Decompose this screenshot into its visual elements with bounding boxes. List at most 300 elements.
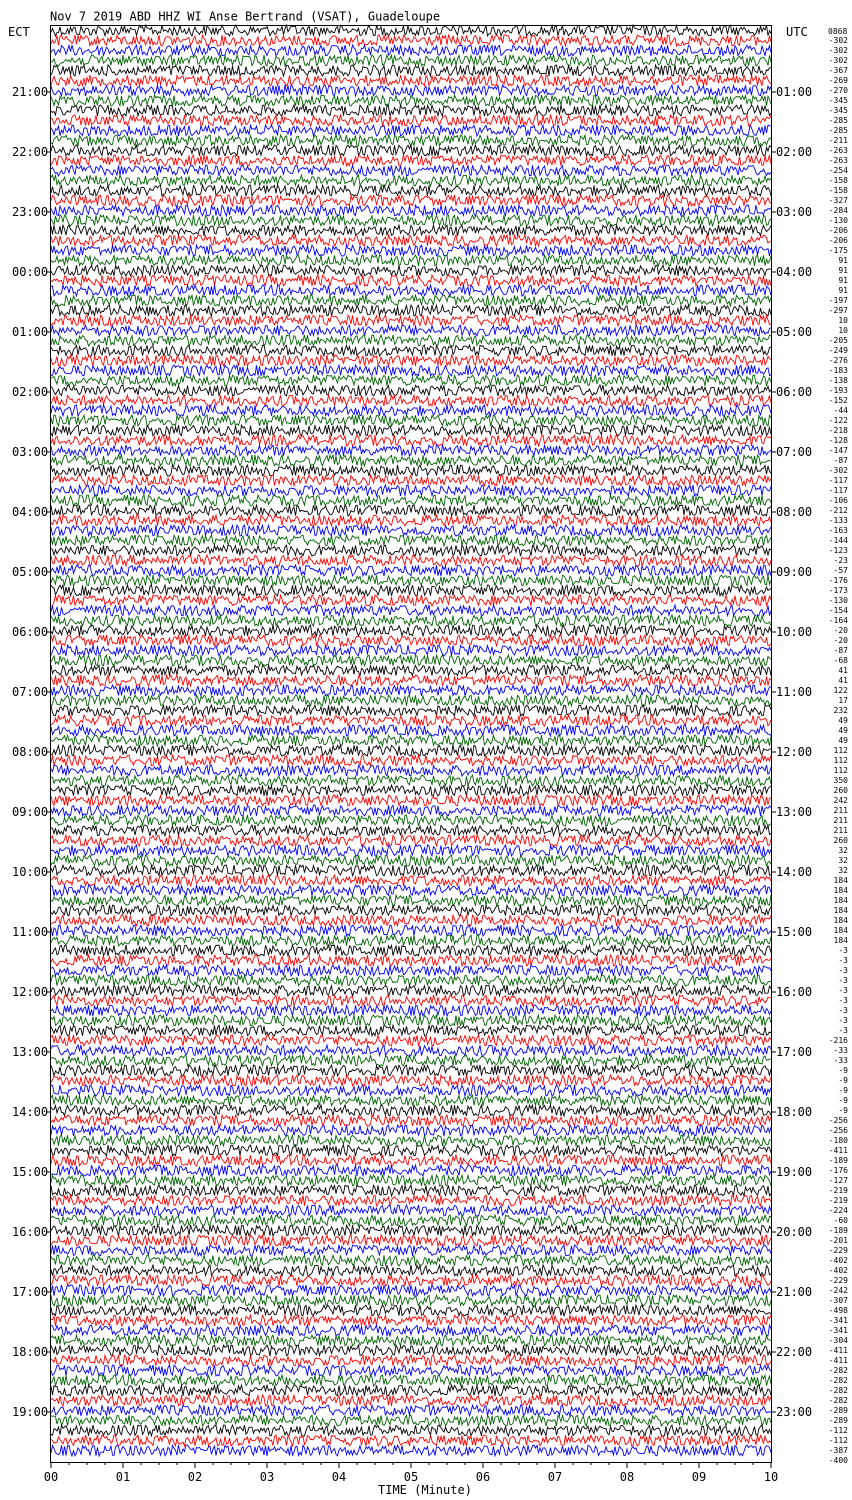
seismic-trace <box>51 1355 771 1366</box>
trace-offset-label: 260 <box>833 836 848 845</box>
seismic-trace <box>51 1425 771 1436</box>
right-hour-label: 21:00 <box>776 1285 813 1299</box>
trace-offset-label: -201 <box>828 1236 848 1245</box>
trace-offset-label: -402 <box>828 1256 848 1265</box>
seismic-trace <box>51 435 771 446</box>
right-hour-label: 04:00 <box>776 265 813 279</box>
trace-offset-label: -263 <box>828 156 848 165</box>
trace-offset-label: -327 <box>828 196 848 205</box>
right-hour-label: 09:00 <box>776 565 813 579</box>
seismic-trace <box>51 1185 771 1196</box>
trace-offset-label: -212 <box>828 506 848 515</box>
trace-offset-label: -302 <box>828 466 848 475</box>
trace-offset-label: -302 <box>828 46 848 55</box>
seismic-trace <box>51 25 771 36</box>
trace-offset-label: -387 <box>828 1446 848 1455</box>
seismic-trace <box>51 65 771 76</box>
trace-offset-label: -133 <box>828 516 848 525</box>
trace-offset-label: -282 <box>828 1376 848 1385</box>
seismic-trace <box>51 455 771 466</box>
trace-offset-label: -183 <box>828 366 848 375</box>
trace-offset-label: 32 <box>838 856 848 865</box>
right-axis-label: UTC <box>786 25 808 39</box>
seismic-trace <box>51 1445 771 1456</box>
seismic-trace <box>51 975 771 986</box>
seismic-trace <box>51 275 771 286</box>
seismic-trace <box>51 1155 771 1166</box>
right-hour-label: 13:00 <box>776 805 813 819</box>
seismic-trace <box>51 125 771 136</box>
seismic-trace <box>51 805 771 816</box>
trace-offset-label: -130 <box>828 596 848 605</box>
seismic-trace <box>51 765 771 776</box>
left-hour-label: 13:00 <box>12 1045 49 1059</box>
trace-offset-label: -256 <box>828 1116 848 1125</box>
trace-offset-label: 17 <box>838 696 848 705</box>
seismic-trace <box>51 175 771 186</box>
trace-offset-label: -20 <box>833 636 848 645</box>
seismic-trace <box>51 1315 771 1326</box>
seismic-trace <box>51 945 771 956</box>
seismic-trace <box>51 1035 771 1046</box>
seismic-trace <box>51 785 771 796</box>
trace-offset-label: -289 <box>828 1406 848 1415</box>
seismic-trace <box>51 1435 771 1446</box>
trace-offset-label: -206 <box>828 226 848 235</box>
trace-offset-label: -282 <box>828 1396 848 1405</box>
seismic-trace <box>51 915 771 926</box>
trace-offset-label: -341 <box>828 1316 848 1325</box>
seismic-trace <box>51 395 771 406</box>
seismic-trace <box>51 305 771 316</box>
trace-offset-label: -154 <box>828 606 848 615</box>
trace-offset-label: 91 <box>838 256 848 265</box>
trace-offset-label: 32 <box>838 846 848 855</box>
trace-offset-label: -68 <box>833 656 848 665</box>
seismic-trace <box>51 1105 771 1116</box>
trace-offset-label: -117 <box>828 486 848 495</box>
trace-offset-label: 91 <box>838 286 848 295</box>
left-hour-label: 19:00 <box>12 1405 49 1419</box>
seismic-trace <box>51 545 771 556</box>
trace-offset-label: -197 <box>828 296 848 305</box>
trace-offset-label: -3 <box>838 976 848 985</box>
right-hour-label: 15:00 <box>776 925 813 939</box>
trace-offset-label: -218 <box>828 426 848 435</box>
right-hour-label: 08:00 <box>776 505 813 519</box>
trace-offset-label: -285 <box>828 116 848 125</box>
seismic-trace <box>51 515 771 526</box>
trace-offset-label: -3 <box>838 1026 848 1035</box>
trace-offset-label: -242 <box>828 1286 848 1295</box>
left-hour-label: 15:00 <box>12 1165 49 1179</box>
trace-offset-label: -130 <box>828 216 848 225</box>
seismic-trace <box>51 795 771 806</box>
right-hour-label: 02:00 <box>776 145 813 159</box>
seismic-trace <box>51 1405 771 1416</box>
right-hour-label: 19:00 <box>776 1165 813 1179</box>
right-hour-label: 16:00 <box>776 985 813 999</box>
trace-offset-label: 232 <box>833 706 848 715</box>
trace-offset-label: 184 <box>833 876 848 885</box>
seismic-trace <box>51 1055 771 1066</box>
trace-offset-label: -302 <box>828 56 848 65</box>
seismic-trace <box>51 195 771 206</box>
trace-offset-label: -20 <box>833 626 848 635</box>
trace-offset-label: 260 <box>833 786 848 795</box>
trace-offset-label: -57 <box>833 566 848 575</box>
trace-offset-label: 112 <box>833 746 848 755</box>
trace-offset-label: -285 <box>828 126 848 135</box>
seismic-trace <box>51 1075 771 1086</box>
seismic-trace <box>51 855 771 866</box>
trace-offset-label: -269 <box>828 76 848 85</box>
seismic-trace <box>51 835 771 846</box>
x-tick-label: 10 <box>763 1470 779 1484</box>
seismic-trace <box>51 1285 771 1296</box>
seismic-trace <box>51 475 771 486</box>
x-axis-label: TIME (Minute) <box>378 1483 472 1497</box>
left-hour-label: 08:00 <box>12 745 49 759</box>
trace-offset-label: -367 <box>828 66 848 75</box>
seismic-trace <box>51 615 771 626</box>
seismic-trace <box>51 1215 771 1226</box>
trace-offset-label: -60 <box>833 1216 848 1225</box>
left-hour-label: 03:00 <box>12 445 49 459</box>
trace-offset-label: -211 <box>828 136 848 145</box>
trace-offset-label: -173 <box>828 586 848 595</box>
trace-offset-label: -3 <box>838 946 848 955</box>
trace-offset-label: 112 <box>833 766 848 775</box>
trace-offset-label: -282 <box>828 1366 848 1375</box>
trace-offset-label: -3 <box>838 966 848 975</box>
seismic-trace <box>51 355 771 366</box>
trace-offset-label: -270 <box>828 86 848 95</box>
trace-offset-label: -122 <box>828 416 848 425</box>
seismic-trace <box>51 215 771 226</box>
seismic-trace <box>51 925 771 936</box>
seismic-trace <box>51 495 771 506</box>
seismic-trace <box>51 1065 771 1076</box>
seismic-trace <box>51 1325 771 1336</box>
trace-offset-label: -3 <box>838 1006 848 1015</box>
x-tick-label: 03 <box>259 1470 275 1484</box>
x-tick-label: 09 <box>691 1470 707 1484</box>
trace-offset-label: 184 <box>833 916 848 925</box>
trace-offset-label: -3 <box>838 996 848 1005</box>
trace-offset-label: -307 <box>828 1296 848 1305</box>
left-hour-label: 12:00 <box>12 985 49 999</box>
trace-offset-label: -254 <box>828 166 848 175</box>
seismic-trace <box>51 1305 771 1316</box>
seismic-trace <box>51 695 771 706</box>
left-hour-label: 16:00 <box>12 1225 49 1239</box>
seismic-trace <box>51 815 771 826</box>
trace-offset-label: -158 <box>828 176 848 185</box>
left-hour-label: 23:00 <box>12 205 49 219</box>
seismic-trace <box>51 735 771 746</box>
right-hour-label: 01:00 <box>776 85 813 99</box>
seismic-trace <box>51 985 771 996</box>
seismic-trace <box>51 525 771 536</box>
trace-offset-label: -44 <box>833 406 848 415</box>
trace-offset-label: 211 <box>833 806 848 815</box>
seismic-trace <box>51 1415 771 1426</box>
trace-offset-label: -33 <box>833 1046 848 1055</box>
seismic-trace <box>51 225 771 236</box>
trace-offset-label: -127 <box>828 1176 848 1185</box>
trace-offset-label: -158 <box>828 186 848 195</box>
right-hour-label: 12:00 <box>776 745 813 759</box>
trace-offset-label: 32 <box>838 866 848 875</box>
x-axis <box>44 1462 778 1484</box>
left-hour-label: 22:00 <box>12 145 49 159</box>
seismic-trace <box>51 235 771 246</box>
right-hour-label: 07:00 <box>776 445 813 459</box>
seismic-trace <box>51 1045 771 1056</box>
seismic-trace <box>51 955 771 966</box>
left-axis-label: ECT <box>8 25 30 39</box>
left-hour-label: 10:00 <box>12 865 49 879</box>
trace-offset-label: -9 <box>838 1086 848 1095</box>
seismic-trace <box>51 425 771 436</box>
trace-offset-label: 122 <box>833 686 848 695</box>
right-hour-label: 05:00 <box>776 325 813 339</box>
trace-offset-label: 184 <box>833 926 848 935</box>
trace-offset-label: -9 <box>838 1096 848 1105</box>
right-hour-label: 11:00 <box>776 685 813 699</box>
seismic-trace <box>51 1145 771 1156</box>
seismic-trace <box>51 535 771 546</box>
seismic-trace <box>51 595 771 606</box>
seismic-trace <box>51 55 771 66</box>
seismic-trace <box>51 1195 771 1206</box>
trace-offset-labels <box>829 36 848 1465</box>
seismic-trace <box>51 885 771 896</box>
trace-offset-label: -147 <box>828 446 848 455</box>
right-hour-labels <box>771 85 812 1419</box>
trace-offset-label: 184 <box>833 896 848 905</box>
trace-offset-label: 350 <box>833 776 848 785</box>
left-hour-label: 17:00 <box>12 1285 49 1299</box>
trace-offset-label: -411 <box>828 1146 848 1155</box>
right-hour-label: 14:00 <box>776 865 813 879</box>
seismic-trace <box>51 265 771 276</box>
seismic-trace <box>51 165 771 176</box>
trace-offset-label: -3 <box>838 1016 848 1025</box>
trace-offset-label: -229 <box>828 1246 848 1255</box>
trace-offset-label: -402 <box>828 1266 848 1275</box>
trace-offset-label: -297 <box>828 306 848 315</box>
trace-offset-label: -128 <box>828 436 848 445</box>
seismic-trace <box>51 775 771 786</box>
trace-offset-label: -180 <box>828 1136 848 1145</box>
left-hour-label: 18:00 <box>12 1345 49 1359</box>
trace-offset-label: -345 <box>828 106 848 115</box>
trace-group <box>51 25 771 1456</box>
trace-offset-label: 10 <box>838 316 848 325</box>
left-hour-label: 05:00 <box>12 565 49 579</box>
right-hour-label: 03:00 <box>776 205 813 219</box>
trace-offset-label: -175 <box>828 246 848 255</box>
trace-offset-label: -189 <box>828 1156 848 1165</box>
x-tick-label: 02 <box>187 1470 203 1484</box>
right-hour-label: 20:00 <box>776 1225 813 1239</box>
seismic-trace <box>51 745 771 756</box>
seismic-trace <box>51 1245 771 1256</box>
trace-offset-label: -229 <box>828 1276 848 1285</box>
seismic-trace <box>51 375 771 386</box>
seismic-trace <box>51 565 771 576</box>
trace-offset-label: 49 <box>838 736 848 745</box>
seismic-trace <box>51 1205 771 1216</box>
trace-offset-label: 41 <box>838 676 848 685</box>
seismic-trace <box>51 725 771 736</box>
trace-offset-label: -276 <box>828 356 848 365</box>
trace-offset-label: -3 <box>838 956 848 965</box>
trace-offset-label: -224 <box>828 1206 848 1215</box>
seismic-trace <box>51 1295 771 1306</box>
trace-offset-label: -9 <box>838 1066 848 1075</box>
trace-offset-label: -87 <box>833 456 848 465</box>
seismic-trace <box>51 605 771 616</box>
seismic-trace <box>51 35 771 46</box>
left-hour-label: 06:00 <box>12 625 49 639</box>
seismic-trace <box>51 115 771 126</box>
seismic-trace <box>51 365 771 376</box>
trace-offset-label: -205 <box>828 336 848 345</box>
seismic-trace <box>51 905 771 916</box>
trace-offset-label: 41 <box>838 666 848 675</box>
trace-offset-label: 10 <box>838 326 848 335</box>
left-hour-labels <box>12 85 51 1419</box>
seismic-trace <box>51 935 771 946</box>
seismic-trace <box>51 245 771 256</box>
seismic-trace <box>51 1135 771 1146</box>
seismic-trace <box>51 445 771 456</box>
seismic-trace <box>51 1015 771 1026</box>
trace-offset-label: -341 <box>828 1326 848 1335</box>
left-hour-label: 07:00 <box>12 685 49 699</box>
seismic-trace <box>51 1005 771 1016</box>
trace-offset-label: -189 <box>828 1226 848 1235</box>
x-tick-label: 01 <box>115 1470 131 1484</box>
trace-offset-label: -144 <box>828 536 848 545</box>
seismic-trace <box>51 675 771 686</box>
seismic-trace <box>51 335 771 346</box>
x-tick-label: 00 <box>43 1470 59 1484</box>
seismic-trace <box>51 865 771 876</box>
trace-offset-label: 49 <box>838 726 848 735</box>
right-hour-label: 18:00 <box>776 1105 813 1119</box>
trace-offset-label: -9 <box>838 1076 848 1085</box>
right-hour-label: 17:00 <box>776 1045 813 1059</box>
seismic-trace <box>51 1255 771 1266</box>
seismic-trace <box>51 1115 771 1126</box>
trace-offset-label: -117 <box>828 476 848 485</box>
trace-offset-label: -106 <box>828 496 848 505</box>
seismic-trace <box>51 1275 771 1286</box>
trace-offset-label: -289 <box>828 1416 848 1425</box>
seismic-trace <box>51 705 771 716</box>
seismic-trace <box>51 45 771 56</box>
trace-offset-label: -206 <box>828 236 848 245</box>
seismic-trace <box>51 345 771 356</box>
trace-offset-label: -216 <box>828 1036 848 1045</box>
trace-offset-label: -163 <box>828 526 848 535</box>
seismic-trace <box>51 285 771 296</box>
trace-offset-label: -498 <box>828 1306 848 1315</box>
seismic-trace <box>51 895 771 906</box>
left-hour-label: 14:00 <box>12 1105 49 1119</box>
seismic-trace <box>51 635 771 646</box>
trace-offset-label: -411 <box>828 1356 848 1365</box>
trace-offset-label: -256 <box>828 1126 848 1135</box>
left-hour-label: 11:00 <box>12 925 49 939</box>
trace-offset-label: -249 <box>828 346 848 355</box>
seismic-trace <box>51 715 771 726</box>
top-right-label: 0868 <box>828 27 848 36</box>
seismic-trace <box>51 505 771 516</box>
seismic-trace <box>51 205 771 216</box>
trace-offset-label: -345 <box>828 96 848 105</box>
trace-offset-label: -112 <box>828 1426 848 1435</box>
trace-offset-label: -302 <box>828 36 848 45</box>
seismic-trace <box>51 555 771 566</box>
trace-offset-label: 242 <box>833 796 848 805</box>
seismic-trace <box>51 585 771 596</box>
seismic-trace <box>51 145 771 156</box>
seismic-trace <box>51 655 771 666</box>
trace-offset-label: -23 <box>833 556 848 565</box>
trace-offset-label: -284 <box>828 206 848 215</box>
x-tick-label: 07 <box>547 1470 563 1484</box>
right-hour-label: 10:00 <box>776 625 813 639</box>
chart-title: Nov 7 2019 ABD HHZ WI Anse Bertrand (VSAT), Guadeloupe <box>50 9 441 24</box>
seismic-trace <box>51 385 771 396</box>
seismic-trace <box>51 625 771 636</box>
trace-offset-label: -219 <box>828 1186 848 1195</box>
seismic-trace <box>51 1385 771 1396</box>
trace-offset-label: -411 <box>828 1346 848 1355</box>
right-hour-label: 22:00 <box>776 1345 813 1359</box>
trace-offset-label: 184 <box>833 906 848 915</box>
x-tick-label: 08 <box>619 1470 635 1484</box>
trace-offset-label: 112 <box>833 756 848 765</box>
trace-offset-label: 211 <box>833 816 848 825</box>
seismic-trace <box>51 1125 771 1136</box>
seismic-trace <box>51 315 771 326</box>
seismic-trace <box>51 1085 771 1096</box>
seismic-trace <box>51 1365 771 1376</box>
trace-offset-label: -87 <box>833 646 848 655</box>
trace-offset-label: -193 <box>828 386 848 395</box>
trace-offset-label: 211 <box>833 826 848 835</box>
trace-offset-label: 184 <box>833 886 848 895</box>
trace-offset-label: -282 <box>828 1386 848 1395</box>
trace-offset-label: -263 <box>828 146 848 155</box>
left-hour-label: 02:00 <box>12 385 49 399</box>
trace-offset-label: -304 <box>828 1336 848 1345</box>
seismic-trace <box>51 645 771 656</box>
left-hour-label: 21:00 <box>12 85 49 99</box>
left-hour-label: 00:00 <box>12 265 49 279</box>
right-hour-label: 23:00 <box>776 1405 813 1419</box>
trace-offset-label: 91 <box>838 276 848 285</box>
trace-offset-label: -33 <box>833 1056 848 1065</box>
trace-offset-label: -3 <box>838 986 848 995</box>
trace-offset-label: -112 <box>828 1436 848 1445</box>
